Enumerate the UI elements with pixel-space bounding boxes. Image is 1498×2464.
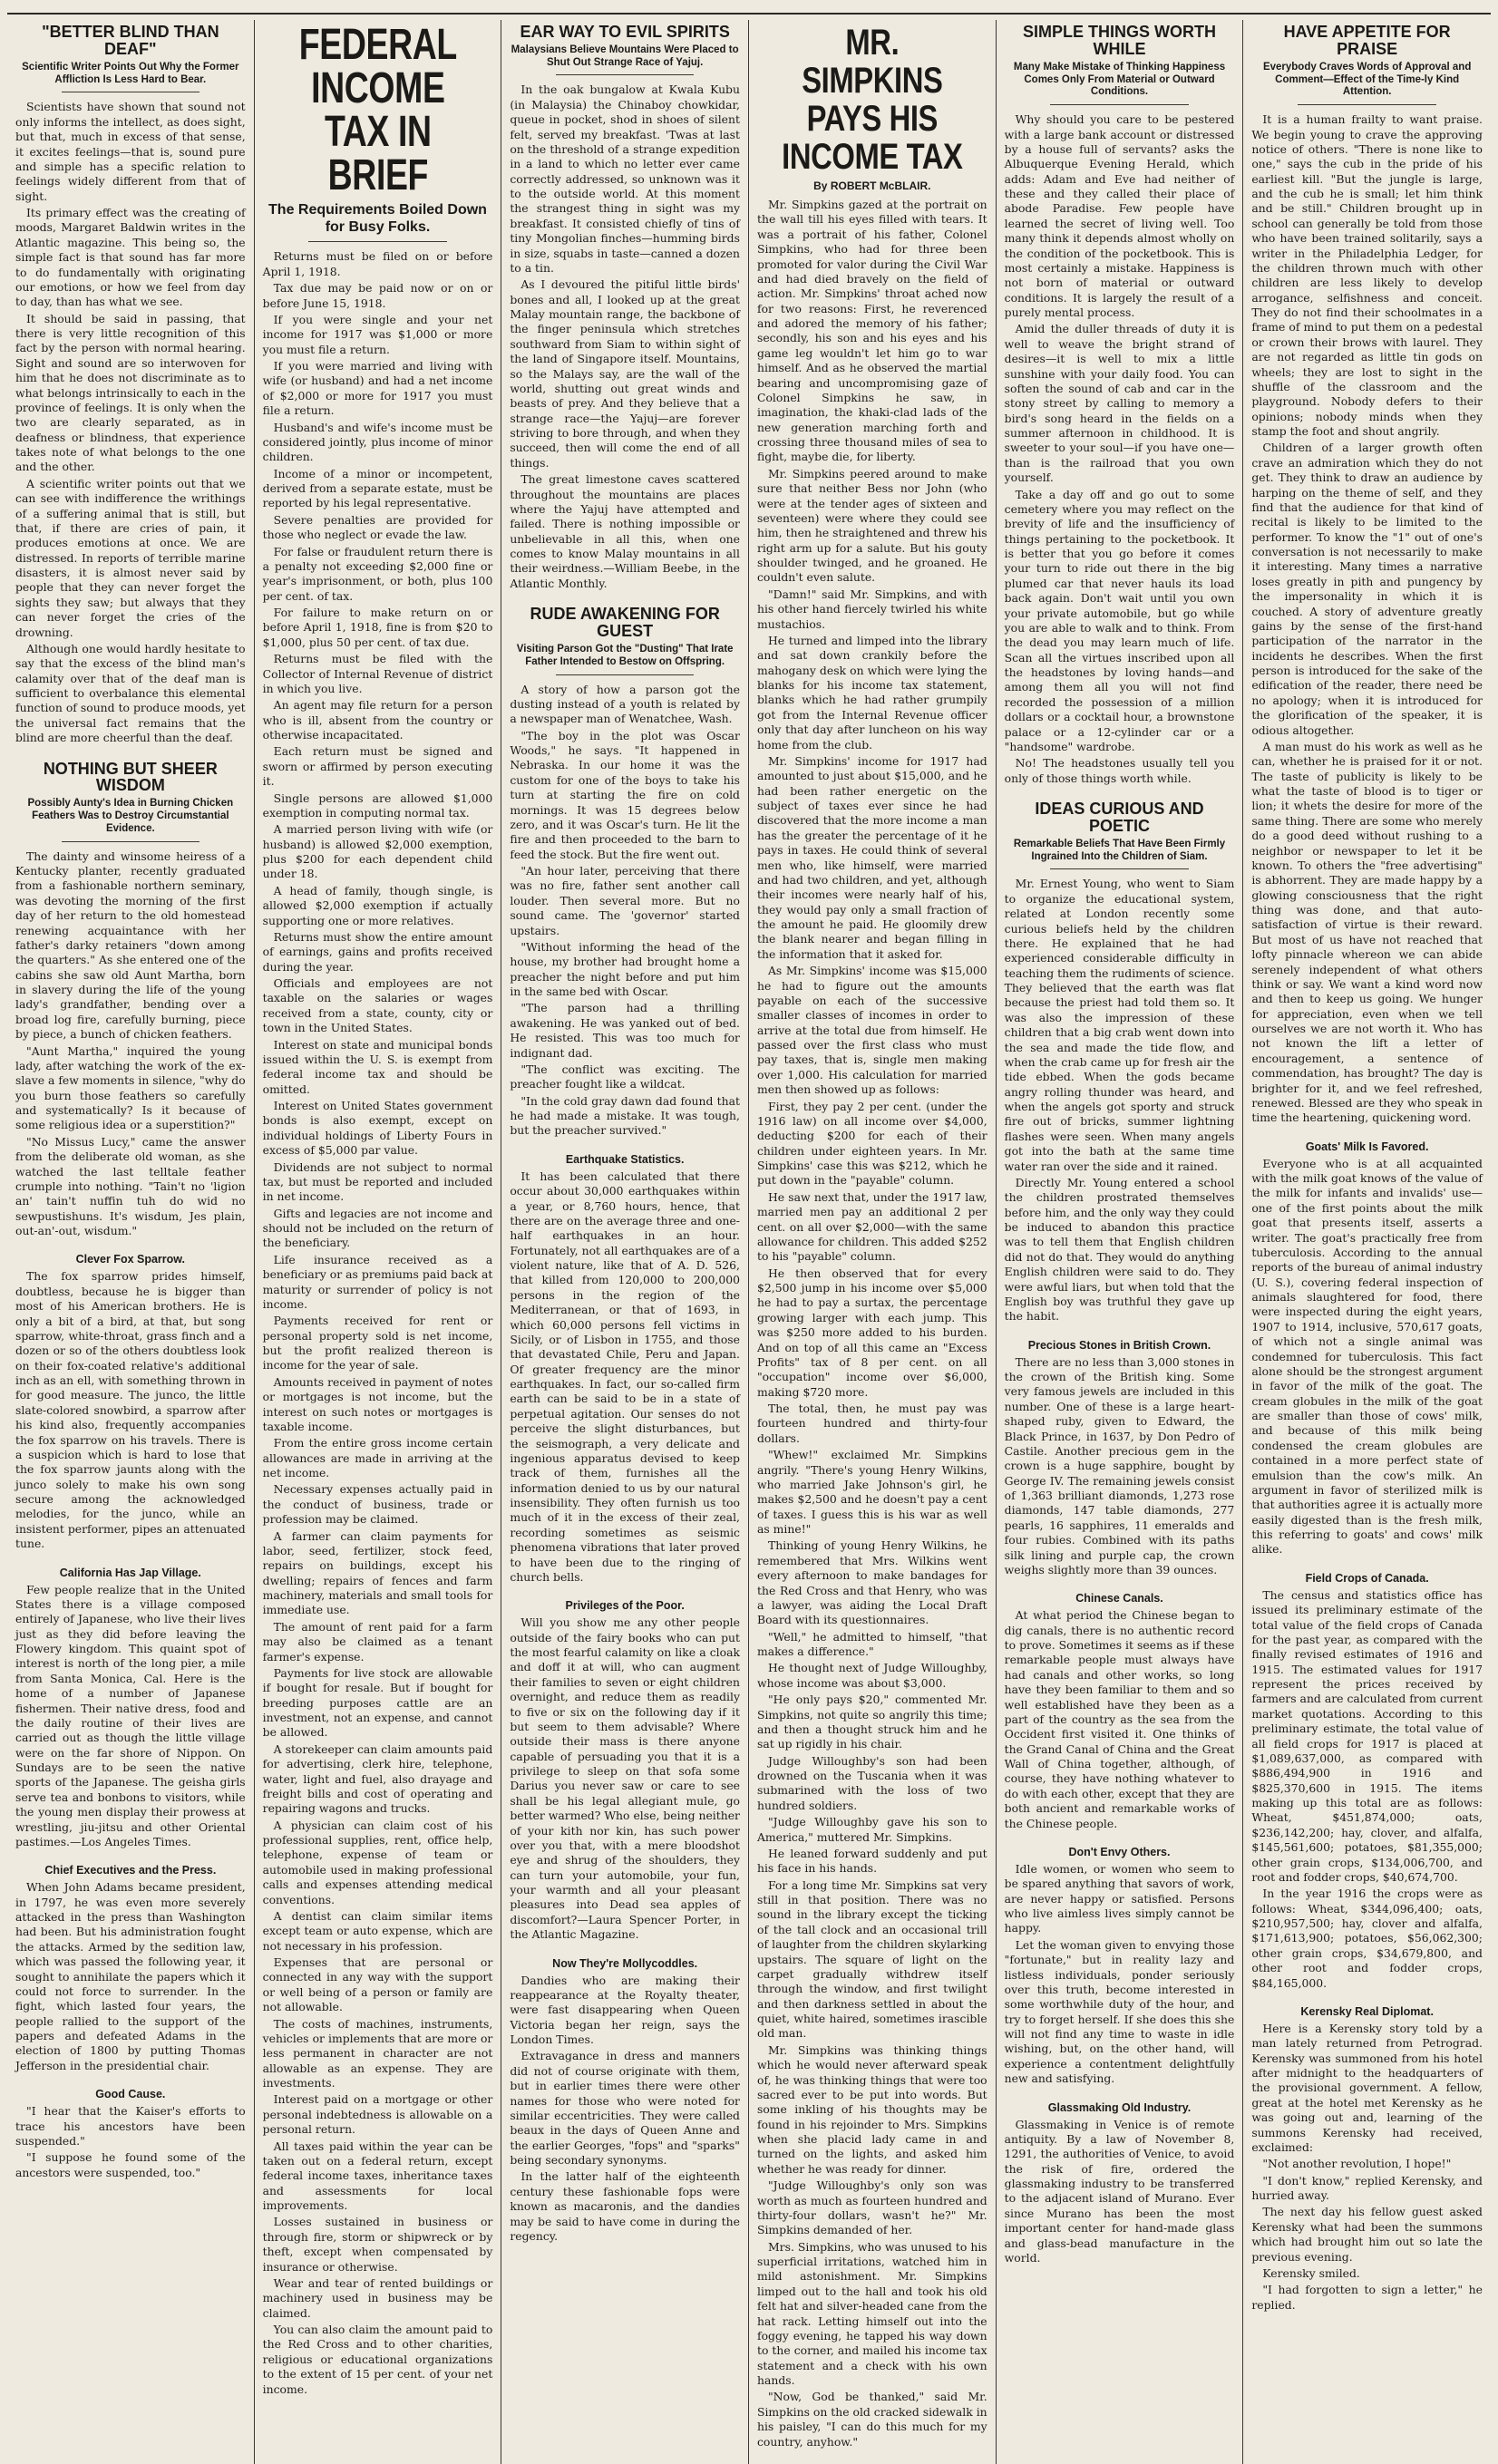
article-paragraph: "Now, God be thanked," said Mr. Simpkins on the old cracked sidewalk in his paisley, "I can do this much for my country, anyhow." <box>756 2390 987 2449</box>
headline-rule <box>1050 868 1188 869</box>
article-paragraph: Income of a minor or incompetent, derived from a separate estate, must be reported by his legal representative. <box>262 466 493 510</box>
article <box>1251 1572 1483 1991</box>
article-paragraph: Although one would hardly hesitate to say that the excess of the blind man's calamity over that of the deaf man is sufficient to overbalance this elemental function of sound to produce moods, yet the universal fact remains that the blind are more cheerful than the deaf. <box>15 641 246 745</box>
article <box>510 606 740 1139</box>
headline-rule <box>308 241 446 242</box>
article <box>510 1153 740 1586</box>
column-1 <box>7 20 255 2464</box>
article-paragraph: "I suppose he found some of the ancestors were suspended, too." <box>15 2150 246 2179</box>
article-paragraph: A scientific writer points out that we can see with indifference the writhings of a suffering animal that is still, but that, if there are cries of pain, it produces emotions at once. We are distressed. In reports of terrible marine disasters, it is almost never said by people that they can never forget the sights they saw; but always that they can never forget the cries of the drowning. <box>15 476 246 639</box>
article <box>15 1567 246 1850</box>
article-paragraph: Mrs. Simpkins, who was unused to his superficial irritations, watched him in mild astonishment. Mr. Simpkins limped out to the hall and took his old felt hat and silver-headed cane from the hat rack. Letting himself out into the foggy evening, he tapped his way down to the corner, and mailed his income tax statement and a check with his own hands. <box>756 2239 987 2387</box>
article-headline: IDEAS CURIOUS AND POETIC <box>1035 800 1204 835</box>
article-deck: Visiting Parson Got the "Dusting" That Irate Father Intended to Bestow on Offspring. <box>516 644 734 667</box>
article-deck: Possibly Aunty's Idea in Burning Chicken Feathers Was to Destroy Circumstantial Evidence. <box>27 798 234 834</box>
article-paragraph: As Mr. Simpkins' income was $15,000 he had to figure out the amounts payable on each of the successive smaller classes of incomes in order to arrive at the total due from himself. He passed over the first class who must pay taxes, that is, single men making over 1,000. His calculation for married men then showed up as follows: <box>756 964 987 1097</box>
article-paragraph: The next day his fellow guest asked Kerensky what had been the summons which had brought him out so late the previous evening. <box>1251 2205 1483 2264</box>
article-paragraph: Children of a larger growth often crave an admiration which they do not get. They think to draw an audience by harping on the theme of self, and they find that the audience for that kind of recital is likely to be limited to the performer. To know the "1" out of one's conversation is not necessarily to make it interesting. Many times a narrative loses greatly in pith and pungency by the impersonality in which it is couched. A story of adventure greatly gains by the sense of the first-hand participation of the narrator in the incidents he describes. When the first person is introduced for the sake of the edification of the reader, there need be no apology; when it is introduced for the glorification of the speaker, it is odious altogether. <box>1251 441 1483 737</box>
article-headline: FEDERAL INCOME TAX IN BRIEF <box>298 21 457 199</box>
article <box>1005 2101 1235 2266</box>
column-6 <box>1243 20 1491 2464</box>
article-subhead: California Has Jap Village. <box>59 1566 201 1579</box>
article-paragraph: Mr. Simpkins gazed at the portrait on the wall till his eyes filled with tears. It was a portrait of his father, Colonel Simpkins, who had for three been promoted for valor during the Civil War and had died bravely on the field of action. Mr. Simpkins' throat ached now for two reasons: First, he reverenced and adored the memory of his father; secondly, his son and his eyes and his game leg wouldn't let him go to war himself. And as he observed the martial bearing and uncompromising gaze of Colonel Simpkins he saw, in imagination, the khaki-clad lads of the new generation marching forth and crossing three thousand miles of sea to fight, maybe die, for liberty. <box>756 198 987 464</box>
article-paragraph: Interest on United States government bonds is also exempt, except on individual holdings of Liberty Fours in excess of $5,000 par value. <box>262 1099 493 1158</box>
article <box>1005 1846 1235 2087</box>
article-subhead: Now They're Mollycoddles. <box>552 1956 698 1970</box>
article-paragraph: "In the cold gray dawn dad found that he had made a mistake. It was tough, but the preacher survived." <box>510 1093 740 1138</box>
article-paragraph: He leaned forward suddenly and put his face in his hands. <box>756 1846 987 1876</box>
article-subhead: Don't Envy Others. <box>1068 1845 1171 1858</box>
column-4 <box>749 20 997 2464</box>
article-paragraph: Returns must be filed on or before April 1, 1918. <box>262 249 493 278</box>
article-paragraph: A married person living with wife (or husband) is allowed $2,000 exemption, plus $200 for each dependent child under 18. <box>262 822 493 881</box>
article-paragraph: Amid the duller threads of duty it is well to weave the bright strand of desires—it is well to mix a little sunshine with your daily food. You can soften the sound of cab and car in the stony street by calling to memory a bird's song heard in the fields on a summer afternoon in childhood. It is sweeter to your soul—if you have one—than is the railroad that you own yourself. <box>1004 322 1235 485</box>
article-paragraph: You can also claim the amount paid to the Red Cross and to other charities, religious or educational organizations to the extent of 15 per cent. of your net income. <box>262 2323 493 2396</box>
article-paragraph: Interest paid on a mortgage or other personal indebtedness is allowable on a personal return. <box>262 2092 493 2137</box>
article-paragraph: "The conflict was exciting. The preacher fought like a wildcat. <box>510 1062 740 1091</box>
article-paragraph: An agent may file return for a person who is ill, absent from the country or otherwise incapacitated. <box>262 698 493 742</box>
article-paragraph: Mr. Simpkins peered around to make sure that neither Bess nor John (who were at the tender ages of sixteen and seventeen) were where they could see him, then he straightened and threw his right arm up for a salute. But his gouty shoulder twinged, and he groaned. He couldn't even salute. <box>756 466 987 585</box>
article-paragraph: Husband's and wife's income must be considered jointly, plus income of minor children. <box>262 420 493 464</box>
article-paragraph: It should be said in passing, that there is very little recognition of this fact by the person with normal hearing. Sight and sound are so interwoven for him that he does not discriminate as to what belongs intrinsically to each in the province of feelings. It is only when the two are clearly separated, as in deafness or blindness, that experience takes note of what belongs to the one and the other. <box>15 311 246 474</box>
article-paragraph: The census and statistics office has issued its preliminary estimate of the total value of the field crops of Canada for the past year, as compared with the finally revised estimates of 1916 and 1915. The estimated values for 1917 represent the prices received by farmers and are calculated from current market quotations. According to this preliminary estimate, the total value of all field crops for 1917 is placed at $1,089,637,000, as compared with $886,494,900 in 1916 and $825,370,600 in 1915. The items making up this total are as follows: Wheat, $451,874,000; oats, $236,142,200; hay, clover, and alfalfa, $145,561,600; potatoes, $81,355,000; other grain crops, $134,006,700, and root and fodder crops, $40,674,700. <box>1251 1587 1483 1884</box>
article <box>1251 24 1483 1126</box>
article-paragraph: "Aunt Martha," inquired the young lady, after watching the work of the ex-slave a few moments in silence, "why do you burn those feathers so carefully and systematically? Is it because of some religious idea or a superstition?" <box>15 1043 246 1132</box>
article-paragraph: It has been calculated that there occur about 30,000 earthquakes within a year, or 8,760 hours, hence, that there are on the average three and one-half earthquakes in an hour. Fortunately, not all earthquakes are of a violent nature, like that of A. D. 526, that killed from 120,000 to 200,000 persons in the region of the Mediterranean, or that of 1693, in which 60,000 persons fell victims in Sicily, or of Lisbon in 1755, and those that devastated Chile, Peru and Japan. Of greater frequency are the minor earthquakes. In fact, our so-called firm earth can be said to be in a state of perpetual agitation. Our senses do not perceive the slight disturbances, but the seismograph, a very delicate and ingenious apparatus devised to keep track of them, furnishes all the information denied to us by our natural insensibility. They often furnish us too much of it in the excess of their zeal, recording sometimes as seismic phenomena vibrations that later proved to have been due to the ringing of church bells. <box>510 1169 740 1584</box>
article-paragraph: All taxes paid within the year can be taken out on a federal return, except federal income taxes, inheritance taxes and assessments for local improvements. <box>262 2139 493 2212</box>
article-paragraph: "Well," he admitted to himself, "that makes a difference." <box>756 1629 987 1658</box>
article-paragraph: "I don't know," replied Kerensky, and hurried away. <box>1251 2173 1483 2203</box>
article-subhead: Field Crops of Canada. <box>1305 1571 1429 1585</box>
article-paragraph: Everyone who is at all acquainted with the milk goat knows of the value of the milk for infants and invalids' use—one of the first points about the milk goat that presents itself, asserts a writer. The goat's practically free from tuberculosis. According to the annual reports of the bureau of animal industry (U. S.), covering federal inspection of animals slaughtered for food, there were inspected during the eight years, 1907 to 1914, inclusive, 570,617 goats, of which not a single animal was condemned for tuberculosis. This fact alone should be the strongest argument in favor of the milk of the goat. The cream globules in the milk of the goat are smaller than those of cows' milk, and because of this milk being condensed the cream globules are contained in a more perfect state of emulsion than the cow's milk. An argument in favor of sterilized milk is that authorities agree it is actually more easily digested than is the fresh milk, this referring to goats' and cows' milk alike. <box>1251 1156 1483 1557</box>
article-paragraph: Expenses that are personal or connected in any way with the support or well being of a person or family are not allowable. <box>262 1955 493 2014</box>
article-paragraph: "I had forgotten to sign a letter," he replied. <box>1251 2283 1483 2312</box>
article-paragraph: Officials and employees are not taxable on the salaries or wages received from a state, county, city or town in the United States. <box>262 976 493 1035</box>
article-deck: Scientific Writer Points Out Why the Former Affliction Is Less Hard to Bear. <box>22 61 239 85</box>
headline-rule <box>1050 104 1188 105</box>
article-subhead: Good Cause. <box>95 2088 166 2101</box>
article <box>1005 24 1235 786</box>
article <box>1005 800 1235 1324</box>
article-paragraph: As I devoured the pitiful little birds' bones and all, I looked up at the great Malay mountain range, the backbone of the finger peninsula which stretches southward from Siam to within sight of the land of Singapore itself. Mountains, so the Malays say, are the wall of the world, shutting out great winds and beasts of prey. And they believe that a strange race—the Yajuj—are forever striving to bore through, and when they succeed, then will come the end of all things. <box>510 277 740 470</box>
article <box>15 24 246 746</box>
article-paragraph: Returns must show the entire amount of earnings, gains and profits received during the year. <box>262 929 493 974</box>
article-paragraph: He saw next that, under the 1917 law, married men pay an additional 2 per cent. on all over $2,000—with the same allowance for children. This added $252 to his "payable" column. <box>756 1189 987 1264</box>
article-paragraph: He turned and limped into the library and sat down crankily before the mahogany desk on which were lying the blanks for his income tax statement, blanks which he had rather grumpily got from the Internal Revenue officer only that day after luncheon on his way home from the club. <box>756 633 987 752</box>
article <box>15 1864 246 2073</box>
headline-rule <box>1298 104 1436 105</box>
article-subhead: Goats' Milk Is Favored. <box>1305 1140 1429 1153</box>
article-subhead: Privileges of the Poor. <box>565 1599 685 1613</box>
article-paragraph: Returns must be filed with the Collector of Internal Revenue of district in which you live. <box>262 652 493 695</box>
article-paragraph: Necessary expenses actually paid in the conduct of business, trade or profession may be claimed. <box>262 1482 493 1527</box>
article-paragraph: The total, then, he must pay was fourteen hundred and thirty-four dollars. <box>756 1402 987 1445</box>
article-deck: The Requirements Boiled Down for Busy Folks. <box>268 202 487 236</box>
article-paragraph: The great limestone caves scattered throughout the mountains are places where the Yajuj have attempted and failed. There is nothing impossible or unbelievable in all this, when one comes to know Malay mountains in all their weirdness.—William Beebe, in the Atlantic Monthly. <box>510 472 740 590</box>
article-paragraph: The amount of rent paid for a farm may also be claimed as a tenant farmer's expense. <box>262 1619 493 1664</box>
masthead-rule <box>7 13 1491 15</box>
article-paragraph: Payments for live stock are allowable if bought for resale. But if bought for breeding purposes cattle are an investment, not an expense, and cannot be allowed. <box>262 1665 493 1740</box>
article-paragraph: Gifts and legacies are not income and should not be included on the return of the beneficiary. <box>262 1206 493 1250</box>
article-paragraph: "He only pays $20," commented Mr. Simpkins, not quite so angrily this time; and then a thought struck him and he sat up rigidly in his chair. <box>756 1693 987 1751</box>
article <box>1251 1140 1483 1557</box>
article-headline: SIMPLE THINGS WORTH WHILE <box>1022 23 1216 58</box>
article-paragraph: Dividends are not subject to normal tax, but must be reported and included in net income. <box>262 1159 493 1204</box>
article-paragraph: At what period the Chinese began to dig canals, there is no authentic record to prove. Sometimes it seems as if these remarkable people must always have had canals and other works, so long have they been familiar to them and so well established have they been as a part of the country as the sea from the Occident first visited it. One thinks of the Grand Canal of China and the Great Wall of China together, although, of course, they have nothing whatever to do with each other, except that they are both ancient and remarkable works of the Chinese people. <box>1004 1608 1235 1830</box>
article-paragraph: A farmer can claim payments for labor, seed, fertilizer, stock feed, repairs on buildings, except his dwelling; repairs of fences and farm machinery, materials and small tools for immediate use. <box>262 1528 493 1617</box>
article-paragraph: He thought next of Judge Willoughby, whose income was about $3,000. <box>756 1661 987 1690</box>
article <box>510 1957 740 2245</box>
article <box>15 2088 246 2180</box>
article-headline: HAVE APPETITE FOR PRAISE <box>1283 23 1451 58</box>
article-paragraph: No! The headstones usually tell you only of those things worth while. <box>1004 756 1235 785</box>
article-paragraph: Take a day off and go out to some cemetery where you may reflect on the brevity of life and the insufficiency of things pertaining to the pocketbook. It is better that you go before it comes your turn to ride out there in the big plumed car that never hauls its load back again. Don't wait until you own your private automobile, but go while you are able to walk and to think. From the dead you may learn much of life. Scan all the virtues inscribed upon all the headstones by loving hands—and among them all you will not find recorded the possession of a million dollars or a cocktail hour, a brownstone palace or a 12-cylinder car or a "handsome" wardrobe. <box>1004 487 1235 753</box>
headline-rule <box>556 74 694 75</box>
article-paragraph: "The boy in the plot was Oscar Woods," he says. "It happened in Nebraska. In our home it was the custom for one of the boys to take his turn at starting the fire on cold mornings. It was 15 degrees below zero, and it was Oscar's turn. He lit the fire and then proceeded to the barn to feed the stock. But the fire went out. <box>510 728 740 861</box>
article-byline: By ROBERT McBLAIR. <box>813 179 931 192</box>
article-headline: RUDE AWAKENING FOR GUEST <box>530 605 720 641</box>
article-paragraph: In the oak bungalow at Kwala Kubu (in Malaysia) the Chinaboy chowkidar, queue in pocket, shod in shoes of silent felt, served my breakfast. 'Twas at last on the threshold of a strange expedition in a land to which no letter ever came correctly addressed, so unknown was it to the outside world. At this moment the strangest thing in sight was my breakfast. It consisted chiefly of tins of tiny Mongolian finches—humming birds in size, squabs in taste—canned a dozen to a tin. <box>510 82 740 275</box>
article-paragraph: Severe penalties are provided for those who neglect or evade the law. <box>262 512 493 542</box>
article-paragraph: "Whew!" exclaimed Mr. Simpkins angrily. "There's young Henry Wilkins, who married Jake Johnson's girl, he makes $2,500 and he doesn't pay a cent of taxes. I guess this is his war as well as mine!" <box>756 1448 987 1536</box>
article-headline: NOTHING BUT SHEER WISDOM <box>43 759 218 795</box>
article <box>757 24 987 2449</box>
article <box>15 761 246 1239</box>
article-paragraph: The dainty and winsome heiress of a Kentucky planter, recently graduated from a fashionable northern seminary, was devoting the morning of the first day of her return to the old homestead renewing acquaintance with her father's darky retainers "down among the quarters." As she entered one of the cabins she saw old Aunt Martha, born in slavery during the life of the young lady's grandfather, bending over a broad log fire, carefully burning, piece by piece, a bunch of chicken feathers. <box>15 849 246 1042</box>
article-paragraph: Glassmaking in Venice is of remote antiquity. By a law of November 8, 1291, the authorities of Venice, to avoid the risk of fire, ordered the glassmaking industry to be transferred to the adjacent island of Murano. Ever since Murano has been the most important center for hand-made glass and glass-bead manufacture in the world. <box>1004 2117 1235 2265</box>
article-paragraph: Here is a Kerensky story told by a man lately returned from Petrograd. Kerensky was summoned from his hotel after midnight to the headquarters of the provisional government. A fellow, great at the hotel met Kerensky as he was going out and, learning of the summons Kerensky had received, exclaimed: <box>1251 2021 1483 2154</box>
article-subhead: Chief Executives and the Press. <box>44 1864 217 1877</box>
article-paragraph: There are no less than 3,000 stones in the crown of the British king. Some very famous jewels are included in this number. One of these is a large heart-shaped ruby, given to Edward, the Black Prince, in 1637, by Don Pedro of Castile. Another precious gem in the crown is a huge sapphire, bought by George IV. The remaining jewels consist of 1,363 brilliant diamonds, 1,273 rose diamonds, 147 table diamonds, 277 pearls, 16 sapphires, 11 emeralds and four rubies. Combined with its paths silk lining and purple cap, the crown weighs slightly more than 39 ounces. <box>1004 1354 1235 1576</box>
article-paragraph: Mr. Simpkins' income for 1917 had amounted to just about $15,000, and he had been rather energetic on the subject of taxes ever since he had discovered that the more income a man has the greater the percentage of it he pays in taxes. He could think of several men who, like himself, were married and had two children, and yet, although their incomes were nearly half of his, they would pay only a small fraction of the amount he paid. He gloomily drew the blank nearer and began filling in the information that it asked for. <box>756 753 987 961</box>
article-paragraph: Will you show me any other people outside of the fairy books who can put the most fearful calamity on like a cloak and doff it at will, who can augment their families to seven or eight children overnight, and reduce them as readily to five or six on the following day if it but seem to them advisable? Where outside their mass is there anyone capable of persuading you that it is a privilege to sleep on that sofa some Darius you never saw or care to see shall be his legal allegiant mule, go better warmed? Who else, being neither of your kith nor kin, has such power over you that, with a mere bloodshot eye and shrug of the shoulders, they can turn your automobile, your fun, your warmth and all your pleasant pleasures into Dead sea apples of discomfort?—Laura Spencer Porter, in the Atlantic Magazine. <box>510 1615 740 1942</box>
article-paragraph: It is a human frailty to want praise. We begin young to crave the approving notice of others. "There is none like to one," says the cub in the pride of his earliest kill. "But the jungle is large, and the cub he is small; let him think and be still." Children brought up in school can generally be told from those who have been trained solitarily, says a writer in the Philadelphia Ledger, for the children thrown much with other children are less likely to develop arrogance, selfishness and conceit. They do not find their schoolmates in a frame of mind to put them on a pedestal or crown their brows with laurel. They are not regarded as little tin gods on wheels; they are lost to sight in the shuffle of the classroom and the playground. Nobody defers to their opinions; nobody minds when they stamp the foot and shout angrily. <box>1251 112 1483 439</box>
article-subhead: Glassmaking Old Industry. <box>1047 2100 1192 2114</box>
article-subhead: Earthquake Statistics. <box>565 1152 685 1166</box>
article <box>15 1253 246 1551</box>
article-deck: Malaysians Believe Mountains Were Placed to Shut Out Strange Race of Yajuj. <box>511 44 739 68</box>
article-paragraph: The costs of machines, instruments, vehicles or implements that are more or less permanent in character are not allowable as an expense. They are investments. <box>262 2016 493 2090</box>
headline-rule <box>62 841 199 842</box>
article-paragraph: "Without informing the head of the house, my brother had brought home a preacher the night before and put him in the same bed with Oscar. <box>510 939 740 999</box>
article-paragraph: Directly Mr. Young entered a school the children prostrated themselves before him, and the only way they could be induced to abandon this practice was to tell them that English children did not do that. They would do anything English children were said to do. They were awful liars, but when told that the English boy was truthful they gave up the habit. <box>1004 1175 1235 1324</box>
article-subhead: Kerensky Real Diplomat. <box>1300 2004 1434 2018</box>
article-paragraph: Thinking of young Henry Wilkins, he remembered that Mrs. Wilkins went every afternoon to make bandages for the Red Cross and that Henry, who was a lawyer, was aiding the Local Draft Board with its questionnaires. <box>756 1538 987 1627</box>
article-paragraph: If you were single and your net income for 1917 was $1,000 or more you must file a return. <box>262 312 493 356</box>
article-deck: Remarkable Beliefs That Have Been Firmly Ingrained Into the Children of Siam. <box>1013 838 1226 862</box>
article-paragraph: Idle women, or women who seem to be spared anything that savors of work, are never happy or satisfied. Persons who live aimless lives simply cannot be happy. <box>1004 1861 1235 1935</box>
article-deck: Many Make Mistake of Thinking Happiness Comes Only From Material or Outward Conditions. <box>1013 61 1226 98</box>
article-headline: EAR WAY TO EVIL SPIRITS <box>520 23 730 41</box>
article-paragraph: In the latter half of the eighteenth century these fashionable fops were known as macaronis, and the dandies may be said to have come in during the regency. <box>510 2169 740 2243</box>
article-paragraph: "I hear that the Kaiser's efforts to trace his ancestors have been suspended." <box>15 2104 246 2148</box>
article-paragraph: Its primary effect was the creating of moods, Margaret Baldwin writes in the Atlantic magazine. This being so, the simple fact is that sound has far more to do fundamentally with originating our emotions, or how we feel from day to day, than has what we see. <box>15 206 246 309</box>
columns-container <box>7 20 1491 2449</box>
article-paragraph: A storekeeper can claim amounts paid for advertising, clerk hire, telephone, water, light and fuel, also drayage and freight bills and cost of operating and repairing wagons and trucks. <box>262 1741 493 1816</box>
article-paragraph: Payments received for rent or personal property sold is net income, but the profit realized thereon is income for the year of sale. <box>262 1314 493 1373</box>
article-paragraph: A story of how a parson got the dusting instead of a youth is related by a newspaper man of Wenatchee, Wash. <box>510 682 740 726</box>
article-paragraph: In the year 1916 the crops were as follows: Wheat, $344,096,400; oats, $210,957,500; hay, clover and alfalfa, $171,613,900; potatoes, $56,062,300; other grain crops, $34,679,800, and other root and fodder crops, $84,165,000. <box>1251 1887 1483 1990</box>
article-paragraph: Scientists have shown that sound not only informs the intellect, as does sight, but that, much in excess of that sense, it excites feelings—that is, sound pure and simple has a specific relation to feelings widely different from that of sight. <box>15 100 246 203</box>
headline-rule <box>556 674 694 675</box>
article-paragraph: "An hour later, perceiving that there was no fire, father sent another call louder. Then several more. But no sound came. The 'governor' started upstairs. <box>510 864 740 937</box>
article-paragraph: Single persons are allowed $1,000 exemption in computing normal tax. <box>262 791 493 820</box>
article-paragraph: A dentist can claim similar items except team or auto expense, which are not necessary in his profession. <box>262 1908 493 1953</box>
article-paragraph: Interest on state and municipal bonds issued within the U. S. is exempt from federal income tax and should be omitted. <box>262 1037 493 1096</box>
article-paragraph: Wear and tear of rented buildings or machinery used in business may be claimed. <box>262 2275 493 2320</box>
article-paragraph: First, they pay 2 per cent. (under the 1916 law) on all income over $4,000, deducting $200 for each of their children under eighteen years. In Mr. Simpkins' case this was $212, which he put down in the "payable" column. <box>756 1099 987 1188</box>
article-paragraph: A head of family, though single, is allowed $2,000 exemption if actually supporting one or more relatives. <box>262 883 493 927</box>
article-paragraph: Losses sustained in business or through fire, storm or shipwreck or by theft, except when compensated by insurance or otherwise. <box>262 2215 493 2274</box>
article-paragraph: Each return must be signed and sworn or affirmed by person executing it. <box>262 744 493 789</box>
article-paragraph: "Damn!" said Mr. Simpkins, and with his other hand fiercely twirled his white mustachios. <box>756 587 987 631</box>
article-subhead: Clever Fox Sparrow. <box>75 1253 186 1266</box>
article-paragraph: The fox sparrow prides himself, doubtless, because he is bigger than most of his American brothers. He is only a bit of a bird, at that, but song sparrow, white-throat, grass finch and a dozen or so of the others doubtless look on their fox-coated relative's additional inch as an ell, with something thrown in for good measure. The junco, the little slate-colored snowbird, a sparrow after his kind also, frequently accompanies the fox sparrow on his travels. There is a suspicion which is hard to lose that the fox sparrow jaunts along with the junco solely to make his own song secure among the acknowledged melodies, for the junco, while an insistent performer, pipes an attenuated tune. <box>15 1269 246 1551</box>
article <box>510 24 740 591</box>
article-paragraph: For a long time Mr. Simpkins sat very still in that position. There was no sound in the library except the ticking of the tall clock and an occasional trill of laughter from the children skylarking upstairs. The square of light on the carpet gradually withdrew itself through the window, and first twilight and then darkness settled in about the quiet, white haired, sometimes irascible old man. <box>756 1877 987 2041</box>
article-paragraph: From the entire gross income certain allowances are made in arriving at the net income. <box>262 1436 493 1479</box>
article <box>510 1599 740 1942</box>
article-paragraph: Life insurance received as a beneficiary or as premiums paid back at maturity or surrender of policy is not income. <box>262 1252 493 1311</box>
article-paragraph: Kerensky smiled. <box>1262 2265 1360 2280</box>
article <box>262 21 493 2397</box>
article-paragraph: Let the woman given to envying those "fortunate," but in reality lazy and listless individuals, ponder seriously over this truth, become interested in some worthwhile duty of the hour, and try to forget herself. If she does this she will not find any time to waste in idle wishing, but, on the other hand, will experience a contentment delightfully new and satisfying. <box>1004 1937 1235 2086</box>
article-paragraph: He then observed that for every $2,500 jump in his income over $5,000 he had to pay a surtax, the percentage growing larger with each jump. This was $250 more added to his burden. And on top of all this came an "Excess Profits" tax of 8 per cent. on all "occupation" income over $6,000, making $720 more. <box>756 1266 987 1399</box>
article-paragraph: Dandies who are making their reappearance at the Royalty theater, were fast disappearing when Queen Victoria began her reign, says the London Times. <box>510 1973 740 2047</box>
article-paragraph: For failure to make return on or before April 1, 1918, fine is from $20 to $1,000, plus 50 per cent. of tax due. <box>262 606 493 649</box>
article-paragraph: Tax due may be paid now or on or before June 15, 1918. <box>262 281 493 310</box>
article-deck: Everybody Craves Words of Approval and Comment—Effect of the Time-ly Kind Attention. <box>1262 61 1472 98</box>
article-paragraph: When John Adams became president, in 1797, he was even more severely attacked in the press than Washington had been. But his administration fought the attacks. Armed by the sedition law, which was passed the following year, it sought to annihilate the papers which it could not force to surrender. In the fight, which lasted four years, the people rallied to the support of the papers and defeated Adams in the election of 1800 by putting Thomas Jefferson in the presidential chair. <box>15 1880 246 2072</box>
article-subhead: Chinese Canals. <box>1075 1592 1163 1605</box>
article-paragraph: Few people realize that in the United States there is a village composed entirely of Japanese, who live their lives just as they did before leaving the Flowery kingdom. This quaint spot of interest is north of the long pier, a mile from Santa Monica, Cal. Here is the home of a number of Japanese fishermen. Their native dress, food and the daily routine of their lives are carried out as though the little village were on the far shore of Nippon. On Sundays are to be seen the native sports of the Japanese. The geisha girls serve tea and bonbons to visitors, while the young men display their prowess at wrestling, jiu-jitsu and other Oriental pastimes.—Los Angeles Times. <box>15 1582 246 1848</box>
article-paragraph: For false or fraudulent return there is a penalty not exceeding $2,000 fine or year's imprisonment, or both, plus 100 per cent. of tax. <box>262 544 493 603</box>
column-2 <box>255 20 502 2464</box>
article-paragraph: A man must do his work as well as he can, whether he is praised for it or not. The taste of publicity is likely to be what the taste of blood is to tiger or lion; it whets the desire for more of the same thing. There are some who merely do a good deed without rushing to a neighbor or newspaper to let it be known. To others the "free advertising" is abhorrent. They are made happy by a glowing consciousness that the right thing was done, and that auto-satisfaction of virtue is their reward. But most of us have not reached that lofty pinnacle whereon we can abide serenely independent of what others think or say. We want a kind word now and then to keep us going. We hunger for appreciation, even when we tell ourselves we are not worth it. Who has not known the lift a letter of encouragement, a sentence of commendation, has brought? The day is brighter for it, and we feel refreshed, renewed. Blessed are they who speak in time the heartening, quickening word. <box>1251 739 1483 1125</box>
article <box>1251 2005 1483 2313</box>
article <box>1005 1592 1235 1831</box>
article <box>1005 1339 1235 1578</box>
article-headline: "BETTER BLIND THAN DEAF" <box>42 23 219 58</box>
article-paragraph: "Judge Willoughby's only son was worth as much as fourteen hundred and thirty-four dollars, wasn't he?" Mr. Simpkins demanded of her. <box>756 2178 987 2237</box>
column-5 <box>997 20 1244 2464</box>
article-paragraph: Judge Willoughby's son had been drowned on the Tuscania when it was submarined with the loss of two hundred soldiers. <box>756 1753 987 1812</box>
article-paragraph: "The parson had a thrilling awakening. He was yanked out of bed. He resisted. This was too much for indignant dad. <box>510 1001 740 1060</box>
article-paragraph: "Judge Willoughby gave his son to America," muttered Mr. Simpkins. <box>756 1815 987 1844</box>
article-paragraph: Extravagance in dress and manners did not of course originate with them, but in earlier times there were other names for those who were noted for similar eccentricities. They were called beaux in the days of Queen Anne and the earlier Georges, "fops" and "sparks" being secondary synonyms. <box>510 2049 740 2168</box>
article-paragraph: Mr. Ernest Young, who went to Siam to organize the educational system, related at London recently some curious beliefs held by the children there. He explained that he had experienced considerable difficulty in teaching them the rudiments of science. They believed that the earth was flat because the priest had told them so. It was also the impression of these children that a big crab went down into the sea and made the tide flow, and when the crab came up for fresh air the tide ebbed. When the gods became angry rolling thunder was heard, and when the angels got sporty and struck fire out of bricks, summer lightning flashes were seen. When many angels got into the bath at the same time water ran over the side and it rained. <box>1004 877 1235 1173</box>
article-paragraph: "Not another revolution, I hope!" <box>1262 2157 1452 2171</box>
article-paragraph: Amounts received in payment of notes or mortgages is not income, but the interest on such notes or mortgages is taxable income. <box>262 1374 493 1433</box>
column-3 <box>501 20 749 2464</box>
article-paragraph: "No Missus Lucy," came the answer from the deliberate old woman, as she watched the last telltale feather crumple into nothing. "Tain't no 'ligion an' tain't nuffin tuh do wid no sewpustishuns. It's wisdum, Jes plain, out-an'-out, wisdum." <box>15 1134 246 1238</box>
article-paragraph: A physician can claim cost of his professional supplies, rent, office help, telephone, expense of team or automobile used in making professional calls and expenses attending medical conventions. <box>262 1818 493 1906</box>
article-paragraph: If you were married and living with wife (or husband) and had a net income of $2,000 or more for 1917 you must file a return. <box>262 359 493 418</box>
article-paragraph: Mr. Simpkins was thinking things which he would never afterward speak of, he was thinking things that were too sacred ever to be put into words. But some inkling of his thoughts may be found in his rejoinder to Mrs. Simpkins when she placid lady came in and turned on the lights, and asked him whether he was ready for dinner. <box>756 2042 987 2176</box>
article-subhead: Precious Stones in British Crown. <box>1027 1338 1211 1352</box>
article-headline: MR. SIMPKINS PAYS HIS INCOME TAX <box>782 23 963 177</box>
article-paragraph: Why should you care to be pestered with a large bank account or distressed by a house full of servants? asks the Albuquerque Evening Herald, which adds: Adam and Eve had neither of these and they called their place of abode Paradise. Few people have learned the secret of living well. Too many think it depends almost wholly on the condition of the pocketbook. This is most certainly a mistake. Happiness is not born of material or outward conditions. It is largely the result of a purely mental process. <box>1004 112 1235 320</box>
